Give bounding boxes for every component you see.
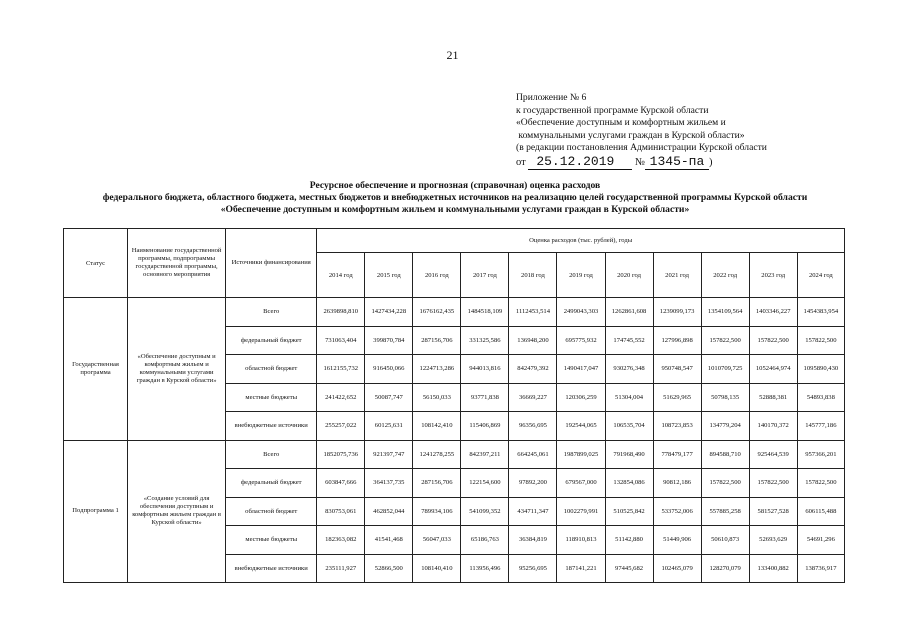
value-cell: 510525,842 [605,497,653,526]
source-cell: областной бюджет [226,497,317,526]
value-cell: 145777,186 [797,412,844,441]
value-cell: 65186,763 [461,526,509,555]
value-cell: 132854,086 [605,469,653,498]
funding-table [63,228,845,583]
year-header: 2019 год [557,253,605,298]
year-header: 2016 год [413,253,461,298]
value-cell: 1112453,514 [509,298,557,327]
value-cell: 96356,695 [509,412,557,441]
value-cell: 50610,873 [701,526,749,555]
value-cell: 174745,552 [605,326,653,355]
value-cell: 679567,000 [557,469,605,498]
value-cell: 1002279,991 [557,497,605,526]
date-prefix: от [516,156,526,168]
status-cell: Государственная программа [64,298,128,441]
value-cell: 791968,490 [605,440,653,469]
value-cell: 2499043,303 [557,298,605,327]
value-cell: 557885,258 [701,497,749,526]
value-cell: 54893,838 [797,383,844,412]
value-cell: 182363,082 [317,526,365,555]
value-cell: 140170,372 [749,412,797,441]
value-cell: 113956,496 [461,554,509,583]
value-cell: 36384,819 [509,526,557,555]
value-cell: 108142,410 [413,412,461,441]
value-cell: 830753,061 [317,497,365,526]
value-cell: 51449,906 [653,526,701,555]
value-cell: 52693,629 [749,526,797,555]
value-cell: 916450,066 [365,355,413,384]
value-cell: 1454383,954 [797,298,844,327]
value-cell: 50798,135 [701,383,749,412]
source-cell: внебюджетные источники [226,412,317,441]
appendix-line: к государственной программе Курской области [516,104,709,116]
source-cell: местные бюджеты [226,526,317,555]
value-cell: 434711,347 [509,497,557,526]
value-cell: 603847,666 [317,469,365,498]
title-line: «Обеспечение доступным и комфортным жильем и коммунальными услугами граждан в Курской области» [220,204,690,216]
value-cell: 138736,917 [797,554,844,583]
header-source: Источники финансирования [226,229,317,298]
value-cell: 120306,259 [557,383,605,412]
value-cell: 157822,500 [749,326,797,355]
value-cell: 1354109,564 [701,298,749,327]
value-cell: 921397,747 [365,440,413,469]
value-cell: 1490417,047 [557,355,605,384]
value-cell: 364137,735 [365,469,413,498]
value-cell: 95256,695 [509,554,557,583]
header-estimate: Оценка расходов (тыс. рублей), годы [317,229,845,253]
value-cell: 127996,898 [653,326,701,355]
year-header: 2020 год [605,253,653,298]
value-cell: 90812,186 [653,469,701,498]
value-cell: 1095890,430 [797,355,844,384]
value-cell: 157822,500 [701,326,749,355]
value-cell: 157822,500 [797,469,844,498]
value-cell: 133400,882 [749,554,797,583]
value-cell: 1241278,255 [413,440,461,469]
value-cell: 1612155,732 [317,355,365,384]
value-cell: 136948,200 [509,326,557,355]
appendix-block [516,92,767,170]
title-line: федерального бюджета, областного бюджета, местных бюджетов и внебюджетных источников на реализацию целей государственной программы Курской области [102,192,808,204]
value-cell: 541099,352 [461,497,509,526]
value-cell: 1987899,025 [557,440,605,469]
value-cell: 36669,227 [509,383,557,412]
value-cell: 51142,880 [605,526,653,555]
value-cell: 925464,539 [749,440,797,469]
source-cell: Всего [226,440,317,469]
value-cell: 533752,006 [653,497,701,526]
value-cell: 1224713,286 [413,355,461,384]
value-cell: 235111,927 [317,554,365,583]
year-header: 2023 год [749,253,797,298]
year-header: 2024 год [797,253,844,298]
value-cell: 1239099,173 [653,298,701,327]
document-title [40,180,870,217]
title-line: Ресурсное обеспечение и прогнозная (справочная) оценка расходов [309,180,601,191]
resolution-number: 1345-па [645,156,709,170]
value-cell: 128270,079 [701,554,749,583]
value-cell: 894588,710 [701,440,749,469]
value-cell: 462852,044 [365,497,413,526]
year-header: 2014 год [317,253,365,298]
table-row [64,298,845,327]
value-cell: 1052464,974 [749,355,797,384]
value-cell: 842479,392 [509,355,557,384]
value-cell: 1010709,725 [701,355,749,384]
status-cell: Подпрограмма 1 [64,440,128,583]
value-cell: 731063,404 [317,326,365,355]
resolution-date-line [516,153,767,170]
value-cell: 122154,600 [461,469,509,498]
value-cell: 950748,547 [653,355,701,384]
value-cell: 106535,704 [605,412,653,441]
number-prefix: № [634,156,645,168]
value-cell: 842397,211 [461,440,509,469]
value-cell: 52866,500 [365,554,413,583]
year-header: 2022 год [701,253,749,298]
year-header: 2021 год [653,253,701,298]
source-cell: местные бюджеты [226,383,317,412]
value-cell: 241422,652 [317,383,365,412]
value-cell: 1403346,227 [749,298,797,327]
value-cell: 97445,682 [605,554,653,583]
value-cell: 287156,706 [413,326,461,355]
header-row [64,229,845,253]
value-cell: 97892,200 [509,469,557,498]
value-cell: 93771,838 [461,383,509,412]
value-cell: 957366,201 [797,440,844,469]
value-cell: 41541,468 [365,526,413,555]
value-cell: 664245,061 [509,440,557,469]
source-cell: федеральный бюджет [226,326,317,355]
source-cell: федеральный бюджет [226,469,317,498]
value-cell: 134779,204 [701,412,749,441]
value-cell: 695775,932 [557,326,605,355]
value-cell: 581527,528 [749,497,797,526]
value-cell: 102465,079 [653,554,701,583]
year-header: 2015 год [365,253,413,298]
program-name-cell: «Создание условий для обеспечения доступным и комфортным жильем граждан в Курской области» [128,440,226,583]
value-cell: 1852075,736 [317,440,365,469]
value-cell: 60125,631 [365,412,413,441]
source-cell: Всего [226,298,317,327]
value-cell: 944013,816 [461,355,509,384]
value-cell: 115406,869 [461,412,509,441]
value-cell: 52888,381 [749,383,797,412]
appendix-line: Приложение № 6 [516,92,587,103]
year-header: 2017 год [461,253,509,298]
value-cell: 108140,410 [413,554,461,583]
value-cell: 930276,348 [605,355,653,384]
appendix-line: «Обеспечение доступным и комфортным жильем и [516,117,726,129]
page-number: 21 [446,48,459,62]
value-cell: 606115,488 [797,497,844,526]
year-header: 2018 год [509,253,557,298]
value-cell: 118910,813 [557,526,605,555]
value-cell: 56150,033 [413,383,461,412]
value-cell: 1427434,228 [365,298,413,327]
value-cell: 56047,033 [413,526,461,555]
value-cell: 255257,022 [317,412,365,441]
value-cell: 1676162,435 [413,298,461,327]
program-name-cell: «Обеспечение доступным и комфортным жильем и коммунальными услугами граждан в Курской области» [128,298,226,441]
value-cell: 51304,004 [605,383,653,412]
closing-paren: ) [708,156,713,168]
value-cell: 157822,500 [797,326,844,355]
resolution-date: 25.12.2019 [528,156,632,170]
value-cell: 778479,177 [653,440,701,469]
value-cell: 51629,965 [653,383,701,412]
value-cell: 1484518,109 [461,298,509,327]
appendix-line: коммунальными услугами граждан в Курской области» [516,129,745,141]
source-cell: областной бюджет [226,355,317,384]
value-cell: 399870,784 [365,326,413,355]
value-cell: 187141,221 [557,554,605,583]
value-cell: 54691,296 [797,526,844,555]
source-cell: внебюджетные источники [226,554,317,583]
table-body [64,298,845,583]
appendix-line: (в редакции постановления Администрации Курской области [516,142,767,154]
value-cell: 287156,706 [413,469,461,498]
value-cell: 789934,106 [413,497,461,526]
value-cell: 157822,500 [749,469,797,498]
value-cell: 2639898,810 [317,298,365,327]
header-status: Статус [64,229,128,298]
value-cell: 192544,065 [557,412,605,441]
value-cell: 331325,586 [461,326,509,355]
value-cell: 1262861,608 [605,298,653,327]
table-row [64,440,845,469]
value-cell: 50087,747 [365,383,413,412]
value-cell: 157822,500 [701,469,749,498]
header-name: Наименование государственной программы, подпрограммы государственной программы, основного мероприятия [128,229,226,298]
value-cell: 108723,853 [653,412,701,441]
